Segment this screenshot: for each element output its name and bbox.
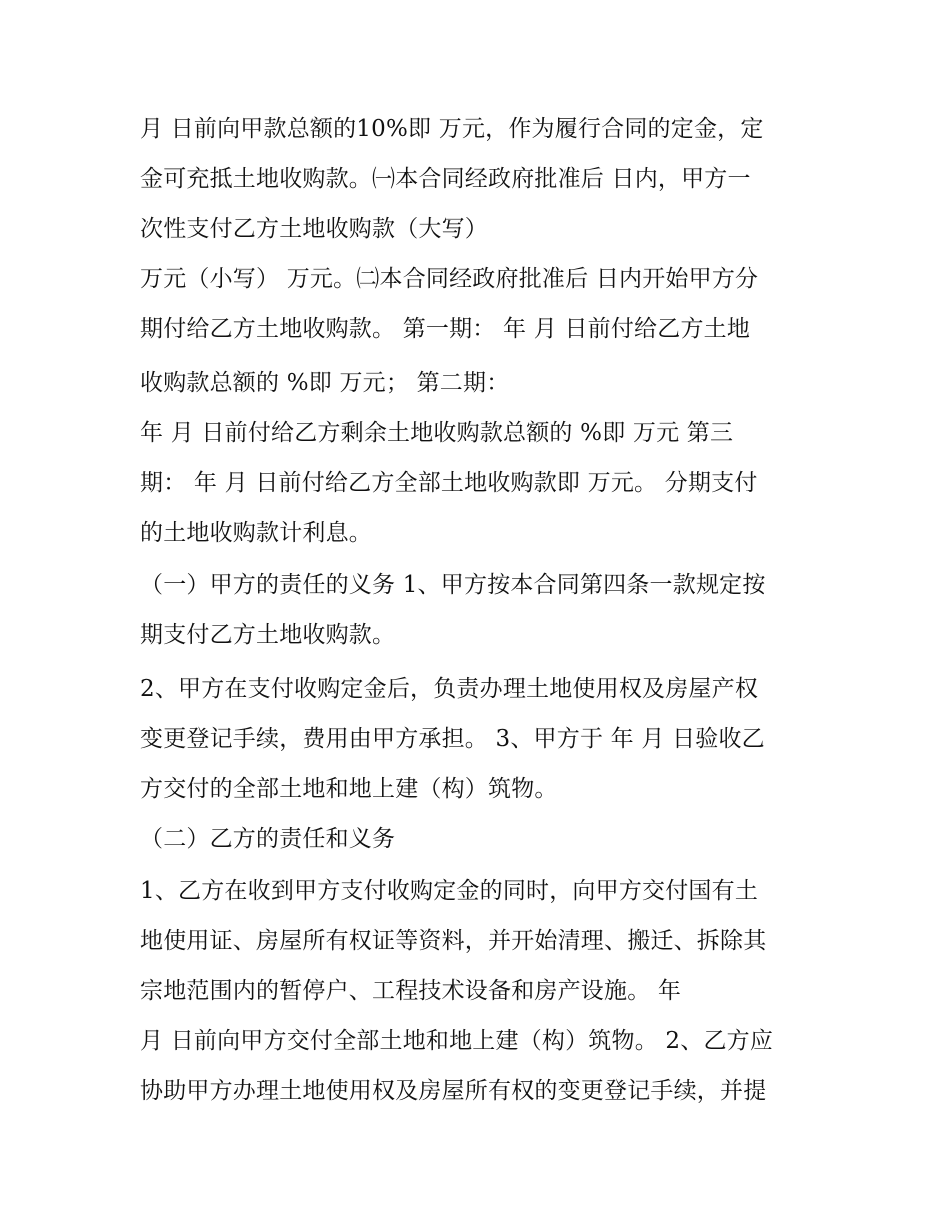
text-line: 期： 年 月 日前付给乙方全部土地收购款即 万元。 分期支付 [140, 470, 758, 496]
text-line: 期付给乙方土地收购款。 第一期： 年 月 日前付给乙方土地 [140, 316, 751, 342]
text-line: 宗地范围内的暂停户、工程技术设备和房产设施。 年 [140, 978, 682, 1004]
text-line: 1、乙方在收到甲方支付收购定金的同时，向甲方交付国有土 [140, 878, 759, 904]
text-line: 地使用证、房屋所有权证等资料，并开始清理、搬迁、拆除其 [140, 928, 767, 954]
text-line: 协助甲方办理土地使用权及房屋所有权的变更登记手续，并提 [140, 1078, 767, 1104]
text-line: 变更登记手续，费用由甲方承担。 3、甲方于 年 月 日验收乙 [140, 726, 765, 752]
text-line: 金可充抵土地收购款。㈠本合同经政府批准后 日内，甲方一 [140, 166, 751, 192]
text-line: 月 日前向甲款总额的10%即 万元，作为履行合同的定金，定 [140, 116, 764, 142]
text-line: （一）甲方的责任的义务 1、甲方按本合同第四条一款规定按 [140, 572, 766, 598]
text-line: 方交付的全部土地和地上建（构）筑物。 [140, 776, 558, 802]
text-line: 年 月 日前付给乙方剩余土地收购款总额的 %即 万元 第三 [140, 420, 734, 446]
text-line: 的土地收购款计利息。 [140, 520, 372, 546]
text-line: 次性支付乙方土地收购款（大写） [140, 216, 488, 242]
text-line: 万元（小写） 万元。㈡本合同经政府批准后 日内开始甲方分 [140, 266, 759, 292]
text-line: 收购款总额的 %即 万元； 第二期： [140, 370, 510, 396]
text-line: 2、甲方在支付收购定金后，负责办理土地使用权及房屋产权 [140, 676, 759, 702]
text-line: 月 日前向甲方交付全部土地和地上建（构）筑物。 2、乙方应 [140, 1028, 774, 1054]
text-line: 期支付乙方土地收购款。 [140, 622, 396, 648]
text-line: （二）乙方的责任和义务 [140, 826, 396, 852]
